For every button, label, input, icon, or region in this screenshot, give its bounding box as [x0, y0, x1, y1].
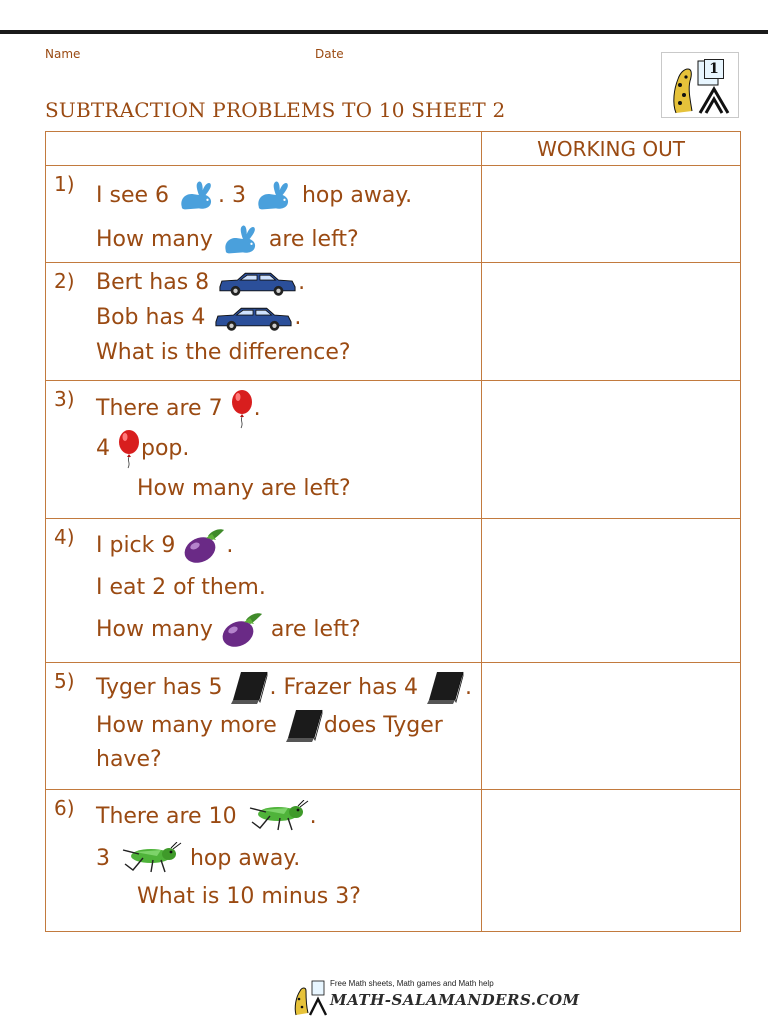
name-label: Name [45, 47, 81, 61]
problem-text: . [465, 675, 473, 700]
problem-text: What is the difference? [96, 340, 351, 365]
problem-text: How many [96, 617, 220, 642]
table-row [46, 166, 741, 263]
grasshopper-icon [244, 800, 310, 834]
rabbit-icon [253, 179, 295, 213]
problem-1 [46, 166, 482, 263]
working-out-cell[interactable] [482, 663, 741, 790]
problem-text: 3 [96, 846, 117, 871]
problem-number: 6) [54, 796, 75, 820]
problem-number: 5) [54, 669, 75, 693]
table-row [46, 790, 741, 932]
working-out-cell[interactable] [482, 263, 741, 381]
working-out-cell[interactable] [482, 166, 741, 263]
book-icon [229, 670, 269, 706]
problem-text: There are 10 [96, 804, 244, 829]
problem-text: are left? [261, 227, 359, 252]
top-rule [0, 30, 768, 34]
logo-number: 1 [704, 59, 724, 79]
problem-text: What is 10 minus 3? [137, 884, 361, 909]
footer-site-name: MATH-SALAMANDERS.COM [330, 991, 580, 1009]
problem-text: . 3 [218, 183, 253, 208]
rabbit-icon [220, 223, 262, 257]
table-row [46, 663, 741, 790]
problem-3 [46, 381, 482, 519]
problem-text: Tyger has 5 [96, 675, 230, 700]
problem-6 [46, 790, 482, 932]
problem-number: 4) [54, 525, 75, 549]
table-row [46, 381, 741, 519]
table-row [46, 519, 741, 663]
problem-text: 4 [96, 436, 117, 461]
eggplant-icon [220, 610, 264, 650]
problem-number: 3) [54, 387, 75, 411]
salamander-icon [290, 977, 330, 1017]
problem-text: . Frazer has 4 [269, 675, 426, 700]
balloon-icon [117, 429, 141, 469]
date-label: Date [315, 47, 344, 61]
problem-text: I pick 9 [96, 533, 183, 558]
working-out-header: WORKING OUT [482, 132, 741, 166]
problem-text: Bob has 4 [96, 305, 213, 330]
problem-text: I see 6 [96, 183, 176, 208]
problem-text: There are 7 [96, 396, 230, 421]
problem-text: . [294, 305, 302, 330]
salamander-logo [661, 52, 739, 118]
problem-text: I eat 2 of them. [96, 575, 266, 600]
problem-text: . [309, 804, 317, 829]
problem-text: . [298, 270, 306, 295]
problem-number: 2) [54, 269, 75, 293]
problem-number: 1) [54, 172, 75, 196]
working-out-cell[interactable] [482, 790, 741, 932]
problem-text: . [253, 396, 261, 421]
footer-tagline: Free Math sheets, Math games and Math help [330, 979, 494, 988]
table-header-row [46, 132, 741, 166]
problem-text: How many [96, 227, 220, 252]
problem-text: How many are left? [137, 476, 351, 501]
working-out-cell[interactable] [482, 519, 741, 663]
book-icon [284, 708, 324, 744]
rabbit-icon [176, 179, 218, 213]
working-out-cell[interactable] [482, 381, 741, 519]
car-icon [216, 270, 298, 296]
footer-logo [290, 977, 580, 1017]
salamander-icon [662, 53, 738, 117]
eggplant-icon [182, 526, 226, 566]
problem-text: have? [96, 747, 162, 772]
problem-4 [46, 519, 482, 663]
problem-text: are left? [263, 617, 361, 642]
book-icon [425, 670, 465, 706]
problem-text: Bert has 8 [96, 270, 217, 295]
problem-text: does Tyger [323, 713, 443, 738]
problem-5 [46, 663, 482, 790]
problem-text: How many more [96, 713, 284, 738]
car-icon [212, 305, 294, 331]
grasshopper-icon [117, 842, 183, 876]
balloon-icon [230, 389, 254, 429]
table-row [46, 263, 741, 381]
problem-text: . [226, 533, 234, 558]
problem-text: pop. [141, 436, 190, 461]
problem-text: hop away. [294, 183, 413, 208]
problem-2 [46, 263, 482, 381]
problems-table [45, 131, 741, 932]
page-title: SUBTRACTION PROBLEMS TO 10 SHEET 2 [45, 98, 506, 122]
problem-text: hop away. [183, 846, 301, 871]
header-blank-cell [46, 132, 482, 166]
